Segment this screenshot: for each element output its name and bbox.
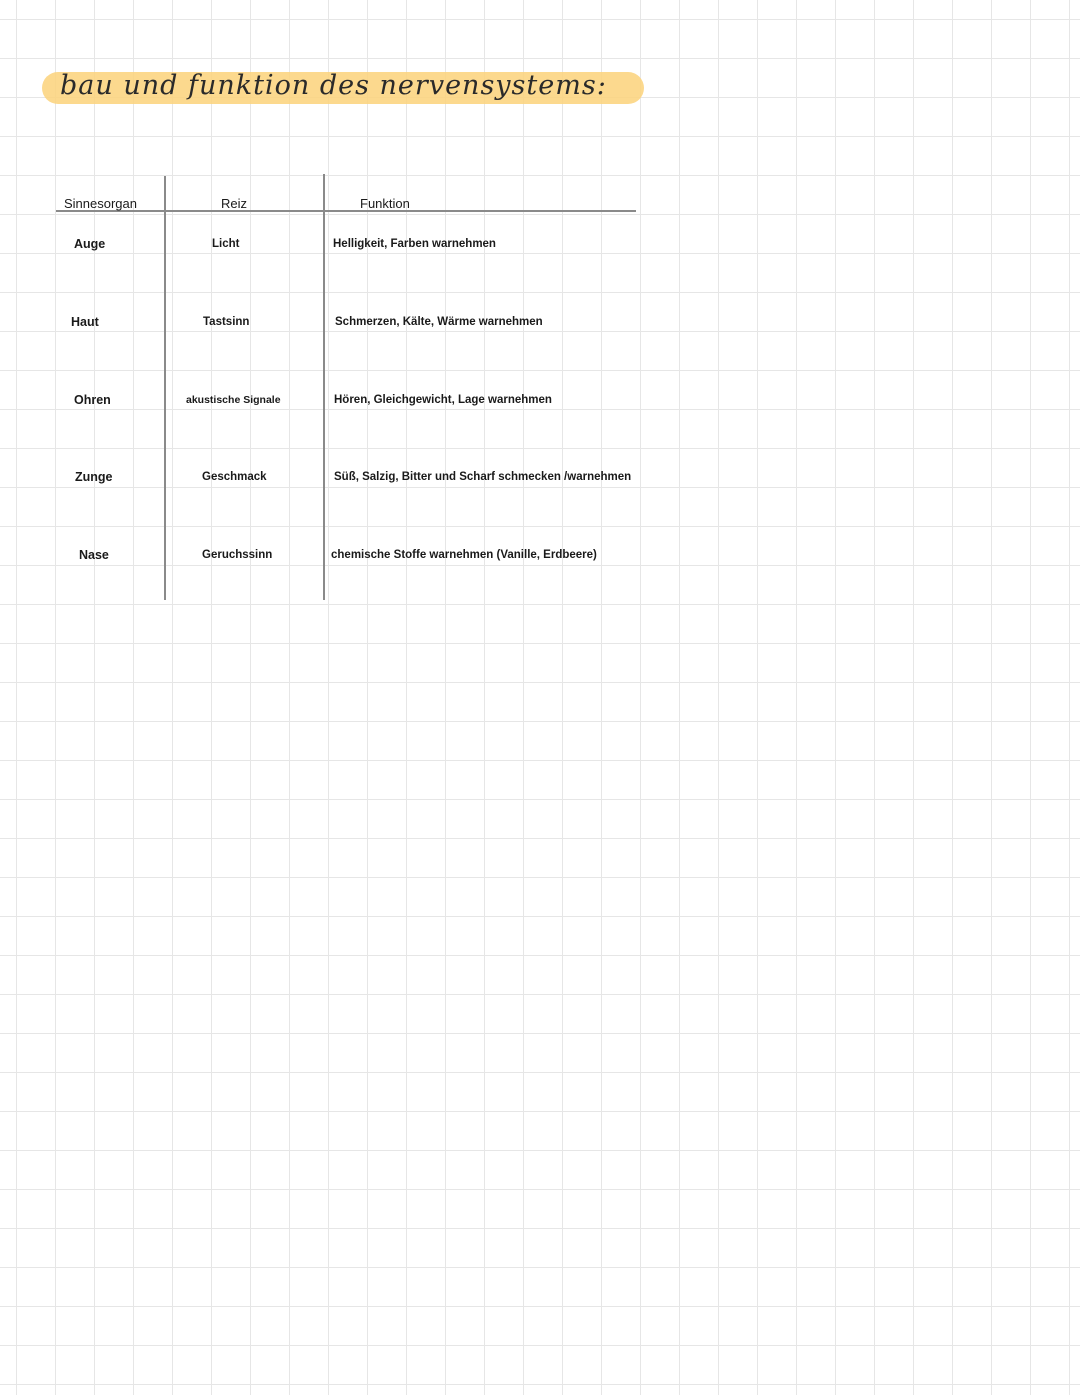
row-nase-reiz: Geruchssinn: [202, 549, 273, 561]
row-zunge-organ: Zunge: [75, 470, 113, 484]
row-auge-reiz: Licht: [212, 238, 240, 250]
row-nase-organ: Nase: [79, 548, 109, 562]
row-ohren-funktion: Hören, Gleichgewicht, Lage warnehmen: [334, 394, 552, 406]
row-zunge-funktion: Süß, Salzig, Bitter und Scharf schmecken /warnehmen: [334, 471, 632, 483]
row-ohren-reiz: akustische Signale: [186, 394, 281, 406]
row-nase-funktion: chemische Stoffe warnehmen (Vanille, Erdbeere): [331, 549, 597, 561]
row-ohren-organ: Ohren: [74, 393, 111, 407]
column-divider-1: [164, 176, 166, 600]
header-reiz: Reiz: [221, 196, 248, 211]
row-haut-organ: Haut: [71, 315, 99, 329]
header-funktion: Funktion: [360, 196, 410, 211]
row-haut-reiz: Tastsinn: [203, 316, 250, 328]
page-title: bau und funktion des nervensystems:: [60, 70, 607, 101]
row-zunge-reiz: Geschmack: [202, 471, 267, 483]
row-auge-organ: Auge: [74, 237, 106, 251]
header-sinnesorgan: Sinnesorgan: [64, 196, 137, 211]
column-divider-2: [323, 174, 325, 600]
row-haut-funktion: Schmerzen, Kälte, Wärme warnehmen: [335, 316, 543, 328]
header-underline: [56, 210, 636, 212]
row-auge-funktion: Helligkeit, Farben warnehmen: [333, 238, 496, 250]
